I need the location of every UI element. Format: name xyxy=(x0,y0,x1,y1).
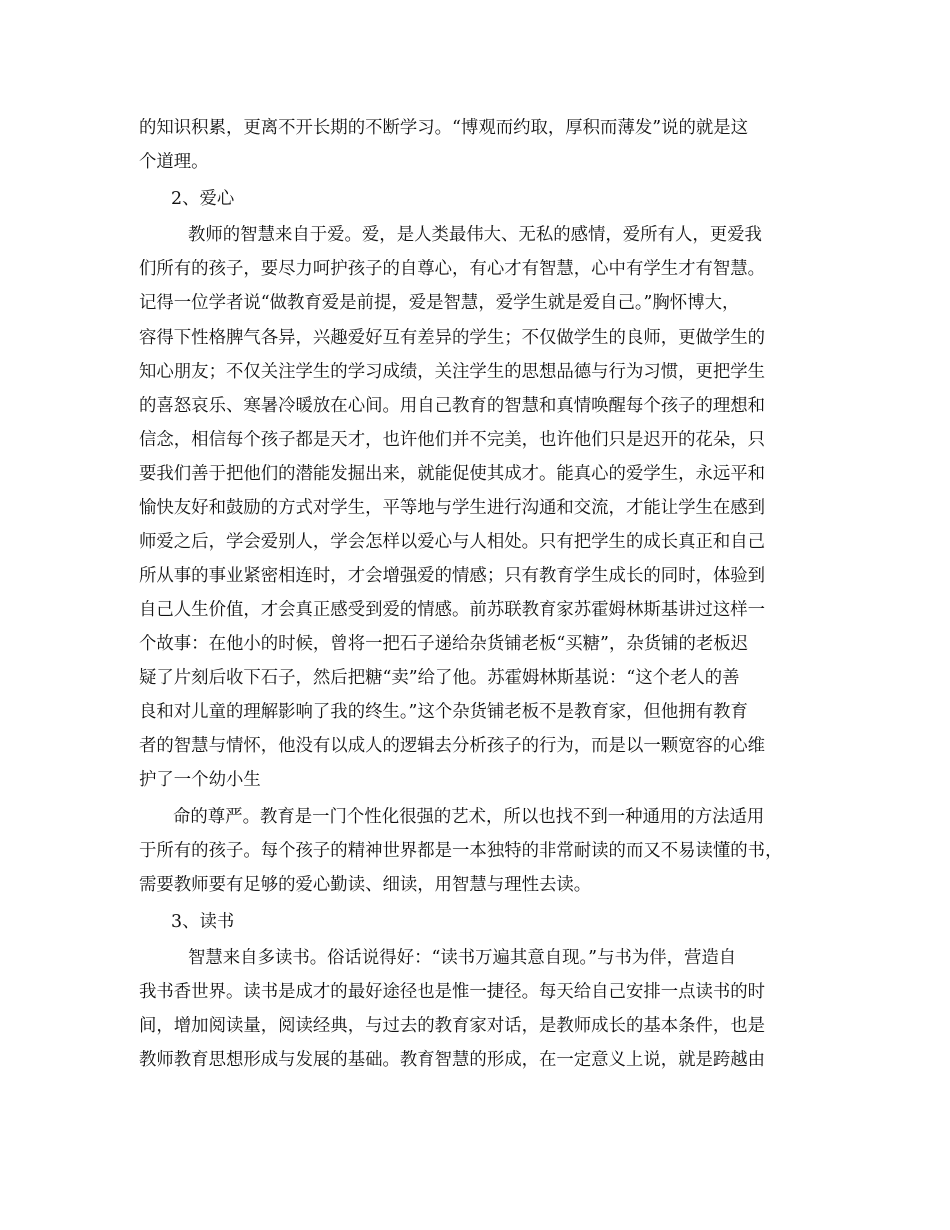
body-text-line: 的喜怒哀乐、寒暑冷暖放在心间。用自己教育的智慧和真情唤醒每个孩子的理想和 xyxy=(139,396,766,416)
body-text-line: 疑了片刻后收下石子，然后把糖“卖”给了他。苏霍姆林斯基说：“这个老人的善 xyxy=(139,668,740,688)
section-heading-love: 2、爱心 xyxy=(171,189,235,209)
body-text-line: 教师教育思想形成与发展的基础。教育智慧的形成，在一定意义上说，就是跨越由 xyxy=(139,1050,766,1070)
body-text-line: 知心朋友；不仅关注学生的学习成绩，关注学生的思想品德与行为习惯，更把学生 xyxy=(139,362,766,382)
body-text-line: 自己人生价值，才会真正感受到爱的情感。前苏联教育家苏霍姆林斯基讲过这样一 xyxy=(139,600,766,620)
body-text-line: 需要教师要有足够的爱心勤读、细读，用智慧与理性去读。 xyxy=(139,875,592,895)
section-heading-reading: 3、读书 xyxy=(171,912,235,932)
body-text-line: 的知识积累，更离不开长期的不断学习。“博观而约取，厚积而薄发”说的就是这 xyxy=(139,118,749,138)
body-text-line: 我书香世界。读书是成才的最好途径也是惟一捷径。每天给自己安排一点读书的时 xyxy=(139,982,766,1002)
body-text-line: 记得一位学者说“做教育爱是前提，爱是智慧，爱学生就是爱自己。”胸怀博大， xyxy=(139,293,740,313)
body-text-line: 信念，相信每个孩子都是天才，也许他们并不完美，也许他们只是迟开的花朵，只 xyxy=(139,430,766,450)
body-text-line: 个故事：在他小的时候，曾将一把石子递给杂货铺老板“买糖”，杂货铺的老板迟 xyxy=(139,634,749,654)
paragraph-first-line: 教师的智慧来自于爱。爱，是人类最伟大、无私的感情，爱所有人，更爱我 xyxy=(188,225,762,245)
paragraph-first-line: 命的尊严。教育是一门个性化很强的艺术，所以也找不到一种通用的方法适用 xyxy=(173,807,765,827)
body-text-line: 师爱之后，学会爱别人，学会怎样以爱心与人相处。只有把学生的成长真正和自己 xyxy=(139,532,766,552)
body-text-line: 间，增加阅读量，阅读经典，与过去的教育家对话，是教师成长的基本条件，也是 xyxy=(139,1016,766,1036)
body-text-line: 于所有的孩子。每个孩子的精神世界都是一本独特的非常耐读的而又不易读懂的书， xyxy=(139,841,783,861)
body-text-line: 护了一个幼小生 xyxy=(139,770,261,790)
body-text-line: 良和对儿童的理解影响了我的终生。”这个杂货铺老板不是教育家，但他拥有教育 xyxy=(139,702,748,722)
body-text-line: 愉快友好和鼓励的方式对学生，平等地与学生进行沟通和交流，才能让学生在感到 xyxy=(139,498,766,518)
body-text-line: 个道理。 xyxy=(139,152,209,172)
body-text-line: 们所有的孩子，要尽力呵护孩子的自尊心，有心才有智慧，心中有学生才有智慧。 xyxy=(139,259,766,279)
body-text-line: 者的智慧与情怀，他没有以成人的逻辑去分析孩子的行为，而是以一颗宽容的心维 xyxy=(139,736,766,756)
paragraph-first-line: 智慧来自多读书。俗话说得好：“读书万遍其意自现。”与书为伴，营造自 xyxy=(188,948,737,968)
body-text-line: 容得下性格脾气各异，兴趣爱好互有差异的学生；不仅做学生的良师，更做学生的 xyxy=(139,328,766,348)
body-text-line: 要我们善于把他们的潜能发掘出来，就能促使其成才。能真心的爱学生，永远平和 xyxy=(139,464,766,484)
body-text-line: 所从事的事业紧密相连时，才会增强爱的情感；只有教育学生成长的同时，体验到 xyxy=(139,566,766,586)
